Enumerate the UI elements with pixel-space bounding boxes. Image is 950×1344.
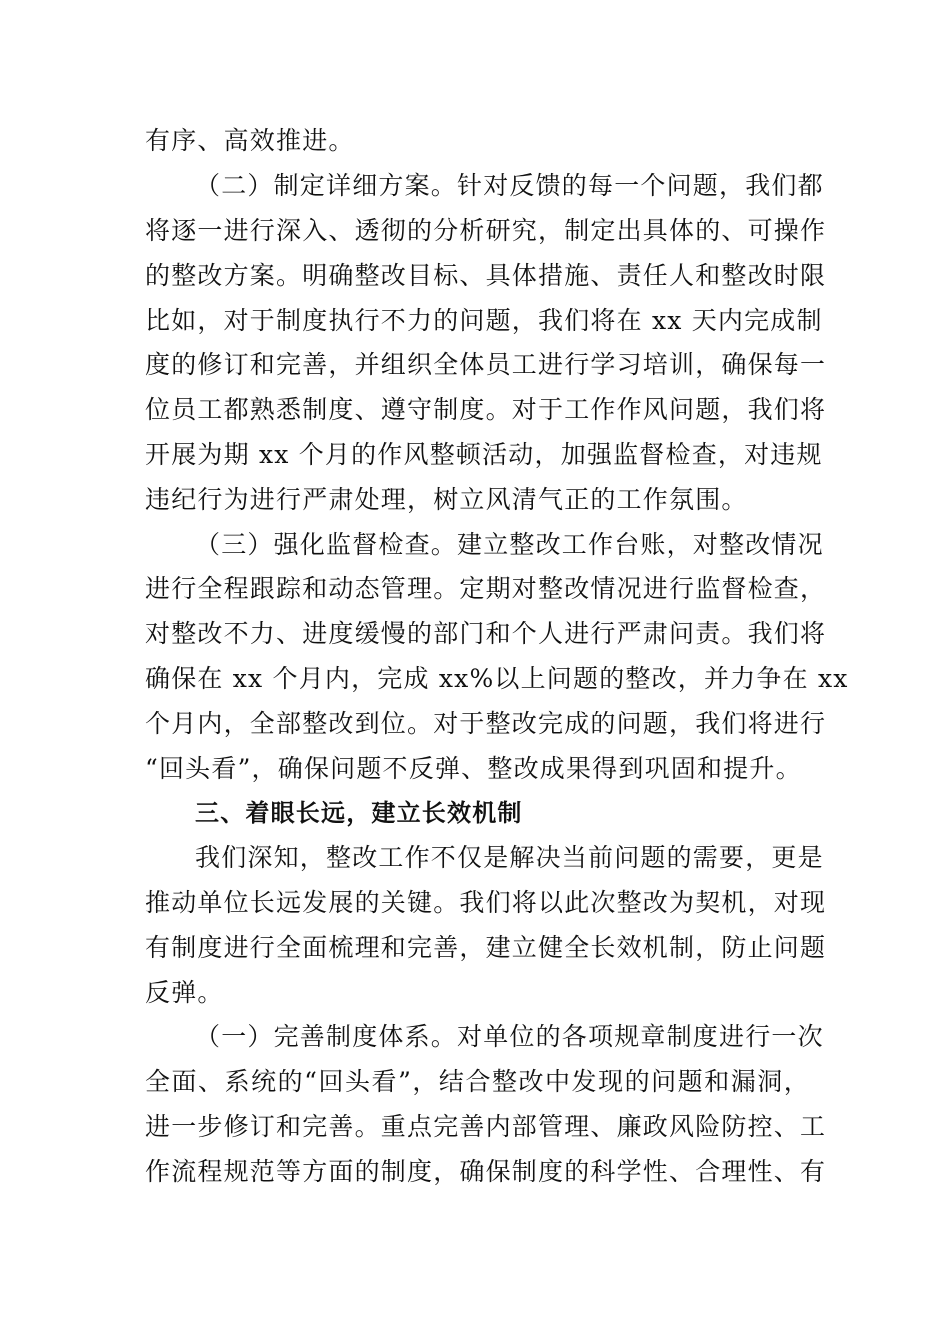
text-line: 有序、高效推进。 xyxy=(145,126,355,155)
section-heading: 三、着眼长远，建立长效机制 xyxy=(195,799,523,827)
text-line: 的整改方案。明确整改目标、具体措施、责任人和整改时限 xyxy=(145,261,827,290)
text-line: 全面、系统的“回头看”，结合整改中发现的问题和漏洞， xyxy=(145,1067,810,1096)
text-line: 度的修订和完善，并组织全体员工进行学习培训，确保每一 xyxy=(145,350,827,379)
paragraph-2-start: （二）制定详细方案。针对反馈的每一个问题，我们都 xyxy=(195,171,824,200)
text-line: “回头看”，确保问题不反弹、整改成果得到巩固和提升。 xyxy=(145,754,802,783)
text-line: 开展为期 xx 个月的作风整顿活动，加强监督检查，对违规 xyxy=(145,440,823,469)
paragraph-3-start: （三）强化监督检查。建立整改工作台账，对整改情况 xyxy=(195,530,824,559)
text-line: 对整改不力、进度缓慢的部门和个人进行严肃问责。我们将 xyxy=(145,619,827,648)
text-line: 作流程规范等方面的制度，确保制度的科学性、合理性、有 xyxy=(145,1157,827,1186)
text-line: 将逐一进行深入、透彻的分析研究，制定出具体的、可操作 xyxy=(145,216,827,245)
text-line: 个月内，全部整改到位。对于整改完成的问题，我们将进行 xyxy=(145,709,827,738)
text-line: 位员工都熟悉制度、遵守制度。对于工作作风问题，我们将 xyxy=(145,395,827,424)
text-line: 进一步修订和完善。重点完善内部管理、廉政风险防控、工 xyxy=(145,1112,827,1141)
text-line: 确保在 xx 个月内，完成 xx%以上问题的整改，并力争在 xx xyxy=(145,664,849,693)
paragraph-5-start: （一）完善制度体系。对单位的各项规章制度进行一次 xyxy=(195,1022,824,1051)
text-line: 进行全程跟踪和动态管理。定期对整改情况进行监督检查， xyxy=(145,574,827,603)
text-line: 比如，对于制度执行不力的问题，我们将在 xx 天内完成制 xyxy=(145,306,823,335)
text-line: 推动单位长远发展的关键。我们将以此次整改为契机，对现 xyxy=(145,888,827,917)
paragraph-4-start: 我们深知，整改工作不仅是解决当前问题的需要，更是 xyxy=(195,843,824,872)
text-line: 有制度进行全面梳理和完善，建立健全长效机制，防止问题 xyxy=(145,933,827,962)
text-line: 违纪行为进行严肃处理，树立风清气正的工作氛围。 xyxy=(145,485,748,514)
text-line: 反弹。 xyxy=(145,978,224,1007)
